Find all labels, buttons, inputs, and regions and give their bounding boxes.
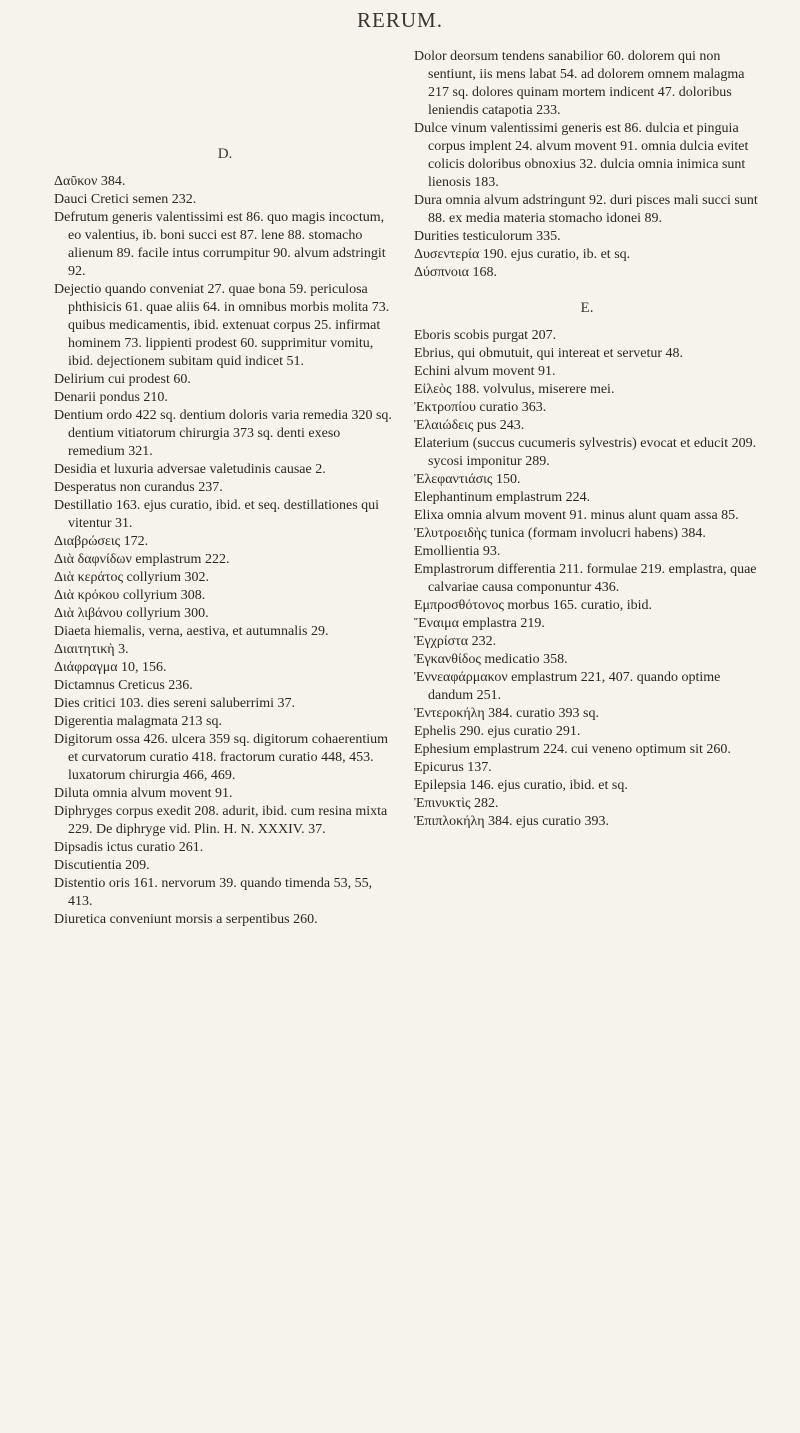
- index-entry: Ἐλεφαντιάσις 150.: [414, 472, 521, 487]
- index-entry: Εἰλεὸς 188. volvulus, miserere mei.: [414, 382, 615, 397]
- index-entry: Elephantinum emplastrum 224.: [414, 490, 591, 505]
- index-entry: Emollientia 93.: [414, 544, 501, 559]
- index-entry: Ephelis 290. ejus curatio 291.: [414, 724, 581, 739]
- index-entry: Ephesium emplastrum 224. cui veneno optimum sit 260.: [414, 742, 731, 757]
- index-entry: Ἐκτροπίου curatio 363.: [414, 400, 547, 415]
- index-entry: Denarii pondus 210.: [54, 390, 168, 405]
- index-entry: Destillatio 163. ejus curatio, ibid. et seq. destillationes qui vitentur 31.: [54, 498, 380, 531]
- index-entry: Ἐννεαφάρμακον emplastrum 221, 407. quando optime dandum 251.: [414, 670, 721, 703]
- index-entry: Dolor deorsum tendens sanabilior 60. dolorem qui non sentiunt, iis mens labat 54. ad dolorem omnem malagma 217 sq. dolores quinam mortem indicent 47. doloribus leniendis catapotia 233.: [414, 49, 745, 118]
- index-entry: Dejectio quando conveniat 27. quae bona 59. periculosa phthisicis 61. quae aliis 64. in omnibus morbis molita 73. quibus medicamentis, ibid. extenuat corpus 25. infirmat hominem 73. lippienti prodest 60. supprimitur vomitu, ibid. dejectionem subitam quid indicet 51.: [54, 282, 390, 369]
- right-entries-top: [414, 48, 760, 282]
- index-entry: Ἐλυτροειδὴς tunica (formam involucri habens) 384.: [414, 526, 706, 541]
- index-entry: Dies critici 103. dies sereni saluberrimi 37.: [54, 696, 296, 711]
- index-entry: Echini alvum movent 91.: [414, 364, 556, 379]
- index-entry: Diuretica conveniunt morsis a serpentibus 260.: [54, 912, 318, 927]
- index-entry: Defrutum generis valentissimi est 86. quo magis incoctum, eo valentius, ib. boni succi est 87. lene 88. stomacho alienum 89. facile intus corrumpitur 90. alvum adstringit 92.: [54, 210, 386, 279]
- section-letter-e: E.: [580, 300, 594, 316]
- index-entry: Dentium ordo 422 sq. dentium doloris varia remedia 320 sq. dentium vitiatorum chirurgia 373 sq. denti exeso remedium 321.: [54, 408, 392, 459]
- index-entry: Emplastrorum differentia 211. formulae 219. emplastra, quae calvariae causa componuntur 436.: [414, 562, 757, 595]
- section-letter-d: D.: [217, 146, 233, 162]
- index-entry: Epilepsia 146. ejus curatio, ibid. et sq.: [414, 778, 628, 793]
- index-entry: Distentio oris 161. nervorum 39. quando timenda 53, 55, 413.: [54, 876, 373, 909]
- index-entry: Διὰ κεράτος collyrium 302.: [54, 570, 209, 585]
- right-entries-bottom: [414, 327, 760, 831]
- index-entry: Διὰ δαφνίδων emplastrum 222.: [54, 552, 230, 567]
- index-entry: Dauci Cretici semen 232.: [54, 192, 197, 207]
- index-entry: Δαῦκον 384.: [54, 174, 126, 189]
- index-entry: Elaterium (succus cucumeris sylvestris) evocat et educit 209. sycosi imponitur 289.: [414, 436, 757, 469]
- index-entry: Ἐντεροκήλη 384. curatio 393 sq.: [414, 706, 599, 721]
- index-entry: Durities testiculorum 335.: [414, 229, 561, 244]
- left-column: [54, 48, 396, 929]
- index-entry: Διαβρώσεις 172.: [54, 534, 149, 549]
- index-entry: Δύσπνοια 168.: [414, 265, 497, 280]
- index-entry: Εμπροσθότονος morbus 165. curatio, ibid.: [414, 598, 653, 613]
- index-entry: Διαιτητικὴ 3.: [54, 642, 129, 657]
- index-entry: Ἐλαιώδεις pus 243.: [414, 418, 525, 433]
- index-entry: Δυσεντερία 190. ejus curatio, ib. et sq.: [414, 247, 631, 262]
- index-entry: Dulce vinum valentissimi generis est 86. dulcia et pinguia corpus implent 24. alvum movent 91. omnia dulcia evitet colicis doloribus obnoxius 32. dulcia omnia inimica sunt lienosis 183.: [414, 121, 749, 190]
- index-entry: Dictamnus Creticus 236.: [54, 678, 193, 693]
- index-entry: Diluta omnia alvum movent 91.: [54, 786, 233, 801]
- index-entry: Dura omnia alvum adstringunt 92. duri pisces mali succi sunt 88. ex media materia stomacho idonei 89.: [414, 193, 758, 226]
- index-entry: Digitorum ossa 426. ulcera 359 sq. digitorum cohaerentium et curvatorum curatio 418. fractorum curatio 448, 453. luxatorum chirurgia 466, 469.: [54, 732, 388, 783]
- index-entry: Ebrius, qui obmutuit, qui intereat et servetur 48.: [414, 346, 684, 361]
- running-head: RERUM.: [357, 8, 443, 32]
- index-entry: Elixa omnia alvum movent 91. minus alunt quam assa 85.: [414, 508, 739, 523]
- index-entry: Διάφραγμα 10, 156.: [54, 660, 167, 675]
- index-entry: Ἐγκανθίδος medicatio 358.: [414, 652, 568, 667]
- index-entry: Digerentia malagmata 213 sq.: [54, 714, 222, 729]
- index-entry: Discutientia 209.: [54, 858, 150, 873]
- index-entry: Ἐπινυκτὶς 282.: [414, 796, 499, 811]
- index-entry: Eboris scobis purgat 207.: [414, 328, 557, 343]
- index-entry: Desperatus non curandus 237.: [54, 480, 223, 495]
- index-entry: Διὰ κρόκου collyrium 308.: [54, 588, 206, 603]
- index-entry: Ἐπιπλοκήλη 384. ejus curatio 393.: [414, 814, 609, 829]
- right-column: [414, 48, 760, 831]
- index-entry: Epicurus 137.: [414, 760, 492, 775]
- index-entry: Delirium cui prodest 60.: [54, 372, 191, 387]
- index-entry: Diaeta hiemalis, verna, aestiva, et autumnalis 29.: [54, 624, 329, 639]
- left-entries: [54, 173, 396, 929]
- index-entry: Ἔναιμα emplastra 219.: [414, 616, 545, 631]
- index-entry: Diphryges corpus exedit 208. adurit, ibid. cum resina mixta 229. De diphryge vid. Plin. H. N. XXXIV. 37.: [54, 804, 388, 837]
- index-entry: Διὰ λιβάνου collyrium 300.: [54, 606, 209, 621]
- index-entry: Desidia et luxuria adversae valetudinis causae 2.: [54, 462, 326, 477]
- index-entry: Dipsadis ictus curatio 261.: [54, 840, 204, 855]
- index-entry: Ἐγχρίστα 232.: [414, 634, 497, 649]
